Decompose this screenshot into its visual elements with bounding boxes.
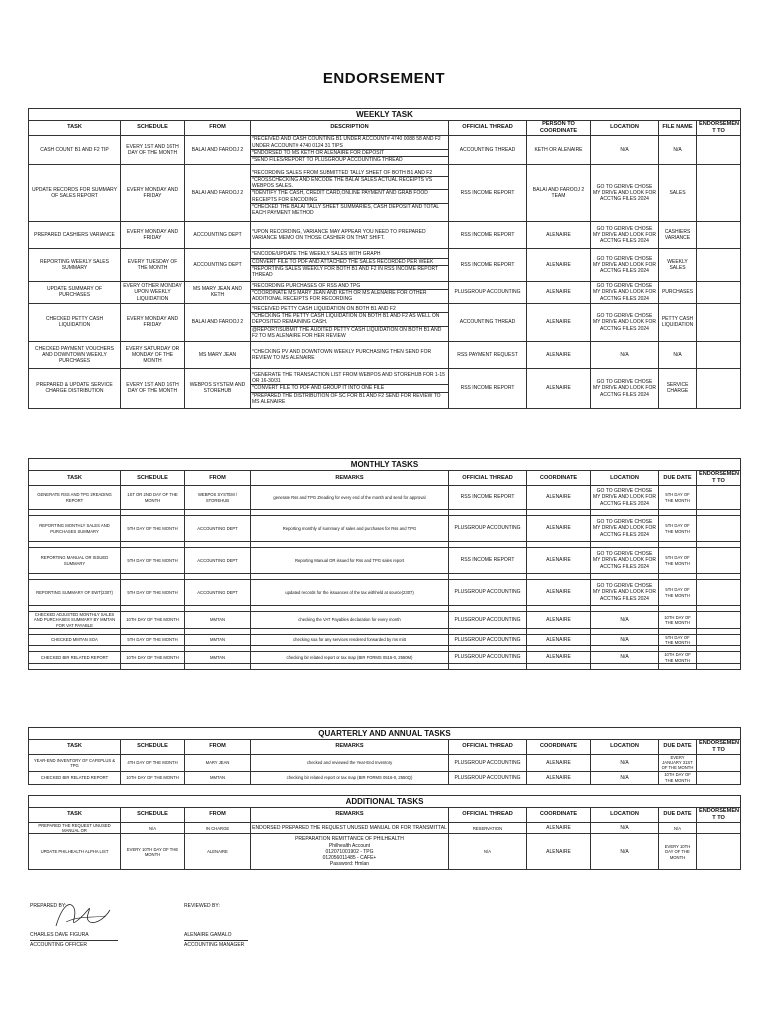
column-header: TASK	[29, 471, 121, 486]
schedule-cell: 10TH DAY OF THE MONTH	[121, 652, 185, 664]
task-cell: PREPARED & UPDATE SERVICE CHARGE DISTRIBUTION	[29, 368, 121, 408]
task-cell: REPORTING MONTHLY SALES AND PURCHASES SUMMARY	[29, 516, 121, 542]
coordinate-cell: ALENAIRE	[527, 516, 591, 542]
due-date-cell: 10TH DAY OF THE MONTH	[659, 652, 697, 664]
column-header: SCHEDULE	[121, 808, 185, 823]
thread-cell: PLUSGROUP ACCOUNTING	[449, 580, 527, 606]
endorsement-cell	[697, 822, 741, 834]
from-cell: WEBPOS SYSTEM / STOREHUB	[185, 486, 251, 510]
table-row	[29, 634, 741, 646]
coordinate-cell: ALENAIRE	[527, 248, 591, 281]
spacer-cell	[591, 663, 659, 669]
coordinate-cell: ALENAIRE	[527, 754, 591, 771]
remarks-cell-line: 012056011485 - CAFE+	[322, 855, 377, 862]
spacer-cell	[251, 663, 449, 669]
coordinate-cell: ALENAIRE	[527, 548, 591, 574]
location-cell: N/A	[591, 771, 659, 784]
due-date-cell: EVERY JANUARY 31ST OF THE MONTH	[659, 754, 697, 771]
location-cell: GO TO GDRIVE CHOSE MY DRIVE AND LOOK FOR ACCTNG FILES 2024	[591, 221, 659, 248]
description-cell-line: *UPON RECORDING, VARIANCE MAY APPEAR YOU NEED TO PREPARED VARIANCE MEMO ON THOSE CASHIER ON THAT SHIFT.	[252, 228, 426, 241]
endorsement-cell	[697, 516, 741, 542]
column-header: LOCATION	[591, 471, 659, 486]
description-cell	[251, 221, 449, 248]
due-date-cell: N/A	[659, 822, 697, 834]
column-header: OFFICIAL THREAD	[449, 808, 527, 823]
file-name-cell: SERVICE CHARGE	[659, 368, 697, 408]
due-date-cell: 5TH DAY OF THE MONTH	[659, 548, 697, 574]
thread-cell: ACCOUNTING THREAD	[449, 303, 527, 341]
due-date-cell: EVERY 10TH DAY OF THE MONTH	[659, 834, 697, 870]
from-cell: ACCOUNTING DEPT	[185, 248, 251, 281]
description-cell	[251, 368, 449, 408]
schedule-cell: N/A	[121, 822, 185, 834]
file-name-cell: CASHIERS VARIANCE	[659, 221, 697, 248]
description-cell-line: *SEND FILES/REPORT TO PLUSGROUP ACCOUNTING THREAD	[252, 157, 403, 164]
column-header: REMARKS	[251, 808, 449, 823]
column-header: OFFICIAL THREAD	[449, 121, 527, 136]
endorsement-cell	[697, 754, 741, 771]
task-cell: CHECKED BIR RELATED REPORT	[29, 771, 121, 784]
coordinate-cell: KETH OR ALENAIRE	[527, 135, 591, 164]
thread-cell: PLUSGROUP ACCOUNTING	[449, 754, 527, 771]
remarks-cell-line: Philhealth Account	[328, 842, 371, 849]
coordinate-cell: ALENAIRE	[527, 341, 591, 368]
task-cell: CHECKED PAYMENT VOUCHERS AND DOWNTOWN WEEKLY PURCHASES	[29, 341, 121, 368]
schedule-cell: EVERY 1ST AND 16TH DAY OF THE MONTH	[121, 135, 185, 164]
quarterly-task-table	[28, 727, 741, 785]
coordinate-cell: ALENAIRE	[527, 303, 591, 341]
table-row	[29, 548, 741, 574]
task-cell: PREPARED CASHIERS VARIANCE	[29, 221, 121, 248]
schedule-cell: 5TH DAY OF THE MONTH	[121, 580, 185, 606]
table-row	[29, 486, 741, 510]
schedule-cell: EVERY 1ST AND 16TH DAY OF THE MONTH	[121, 368, 185, 408]
from-cell: BALAI AND FAROOJ 2	[185, 303, 251, 341]
from-cell: MARY JEAN	[185, 754, 251, 771]
task-cell: CHECKED BIR RELATED REPORT	[29, 652, 121, 664]
location-cell: GO TO GDRIVE CHOSE MY DRIVE AND LOOK FOR ACCTNG FILES 2024	[591, 303, 659, 341]
thread-cell: RSS INCOME REPORT	[449, 368, 527, 408]
thread-cell: RESERVATION	[449, 822, 527, 834]
location-cell: N/A	[591, 612, 659, 629]
location-cell: GO TO GDRIVE CHOSE MY DRIVE AND LOOK FOR ACCTNG FILES 2024	[591, 486, 659, 510]
prepared-title: ACCOUNTING OFFICER	[30, 942, 87, 948]
column-header: OFFICIAL THREAD	[449, 740, 527, 755]
endorsement-cell	[697, 580, 741, 606]
coordinate-cell: ALENAIRE	[527, 368, 591, 408]
location-cell: GO TO GDRIVE CHOSE MY DRIVE AND LOOK FOR ACCTNG FILES 2024	[591, 281, 659, 303]
remarks-cell	[251, 834, 449, 870]
column-header: OFFICIAL THREAD	[449, 471, 527, 486]
from-cell: ACCOUNTING DEPT	[185, 221, 251, 248]
location-cell: N/A	[591, 341, 659, 368]
schedule-cell: EVERY MONDAY AND FRIDAY	[121, 221, 185, 248]
from-cell: BALAI AND FAROOJ 2	[185, 164, 251, 221]
schedule-cell: EVERY MONDAY AND FRIDAY	[121, 164, 185, 221]
column-header: COORDINATE	[527, 471, 591, 486]
column-header: FROM	[185, 740, 251, 755]
signature-scribble	[48, 896, 118, 932]
table-row	[29, 652, 741, 664]
prepared-name: CHARLES DAVE FIGURA	[30, 932, 89, 938]
column-header: TASK	[29, 740, 121, 755]
from-cell: MS MARY JEAN	[185, 341, 251, 368]
task-cell: GENERATE RSS AND TPG 2READING REPORT	[29, 486, 121, 510]
description-cell	[251, 281, 449, 303]
from-cell: MMTAN	[185, 652, 251, 664]
description-cell	[251, 341, 449, 368]
location-cell: N/A	[591, 822, 659, 834]
from-cell: MS MARY JEAN AND KETH	[185, 281, 251, 303]
endorsement-cell	[697, 164, 741, 221]
remarks-cell: Reporting Manual OR issued for Rss and TPG sales report	[251, 548, 449, 574]
location-cell: GO TO GDRIVE CHOSE MY DRIVE AND LOOK FOR ACCTNG FILES 2024	[591, 248, 659, 281]
remarks-cell: generate Rss and TPG Zreading for every end of the month and send for approval	[251, 486, 449, 510]
reviewed-name: ALENAIRE GAMALO	[184, 932, 232, 938]
weekly-task-table	[28, 108, 741, 409]
schedule-cell: EVERY OTHER MONDAY UPON WEEKLY LIQUIDATION	[121, 281, 185, 303]
schedule-cell: EVERY TUESDAY OF THE MONTH	[121, 248, 185, 281]
reviewed-by-label: REVIEWED BY:	[184, 903, 220, 909]
coordinate-cell: ALENAIRE	[527, 652, 591, 664]
remarks-cell: updated records for the issuances of the tax withheld at source(2307)	[251, 580, 449, 606]
file-name-cell: PETTY CASH LIQUIDATION	[659, 303, 697, 341]
column-header: ENDORSEMEN T TO	[697, 808, 741, 823]
table-row	[29, 771, 741, 784]
table-row	[29, 822, 741, 834]
quarterly-section-title: QUARTERLY AND ANNUAL TASKS	[29, 728, 741, 740]
description-cell-line: *GENERATE THE TRANSACTION LIST FROM WEBPOS AND STOREHUB FOR 1-15 OR 16-30/31	[251, 372, 448, 386]
thread-cell: N/A	[449, 834, 527, 870]
from-cell: ALENAIRE	[185, 834, 251, 870]
description-cell-line: *CROSSCHECKING AND ENCODE THE BALAI SALES ACTUAL RECEIPTS VS WEBPOS SALES.	[251, 177, 448, 191]
schedule-cell: 5TH DAY OF THE MONTH	[121, 516, 185, 542]
table-row	[29, 834, 741, 870]
description-cell	[251, 164, 449, 221]
task-cell: UPDATE RECORDS FOR SUMMARY OF SALES REPORT	[29, 164, 121, 221]
task-cell: UPDATE SUMMARY OF PURCHASES	[29, 281, 121, 303]
endorsement-cell	[697, 612, 741, 629]
endorsement-cell	[697, 486, 741, 510]
location-cell: GO TO GDRIVE CHOSE MY DRIVE AND LOOK FOR ACCTNG FILES 2024	[591, 164, 659, 221]
table-row	[29, 248, 741, 281]
task-cell: REPORTING SUMMARY OF EWT(2307)	[29, 580, 121, 606]
thread-cell: PLUSGROUP ACCOUNTING	[449, 612, 527, 629]
from-cell: MMTAN	[185, 634, 251, 646]
description-cell-line: *RECORDING SALES FROM SUBMITTED TALLY SHEET OF BOTH B1 AND F2	[251, 170, 448, 177]
description-cell-line: *REPORTING SALES WEEKLY FOR BOTH B1 AND F2 IN RSS INCOME REPORT THREAD	[252, 265, 438, 279]
description-cell-line: *RECEIVED PETTY CASH LIQUIDATION ON BOTH B1 AND F2	[251, 306, 448, 313]
column-header: LOCATION	[591, 740, 659, 755]
endorsement-cell	[697, 634, 741, 646]
table-row	[29, 368, 741, 408]
remarks-cell: checking bir related report or tax map (BIR FORMS 0516-0, 2550Q)	[251, 771, 449, 784]
due-date-cell: 10TH DAY OF THE MONTH	[659, 771, 697, 784]
table-row	[29, 341, 741, 368]
schedule-cell: 4TH DAY OF THE MONTH	[121, 754, 185, 771]
endorsement-cell	[697, 341, 741, 368]
thread-cell: RSS INCOME REPORT	[449, 221, 527, 248]
column-header: DESCRIPTION	[251, 121, 449, 136]
coordinate-cell: ALENAIRE	[527, 634, 591, 646]
coordinate-cell: ALENAIRE	[527, 281, 591, 303]
due-date-cell: 5TH DAY OF THE MONTH	[659, 486, 697, 510]
thread-cell: RSS INCOME REPORT	[449, 486, 527, 510]
schedule-cell: EVERY 10TH DAY OF THE MONTH	[121, 834, 185, 870]
file-name-cell: WEEKLY SALES	[659, 248, 697, 281]
location-cell: N/A	[591, 634, 659, 646]
thread-cell: RSS INCOME REPORT	[449, 164, 527, 221]
description-cell-line: *RECORDING PURCHASES OF RSS AND TPG	[251, 283, 448, 290]
endorsement-cell	[697, 834, 741, 870]
coordinate-cell: ALENAIRE	[527, 221, 591, 248]
coordinate-cell: ALENAIRE	[527, 580, 591, 606]
thread-cell: PLUSGROUP ACCOUNTING	[449, 634, 527, 646]
column-header: SCHEDULE	[121, 471, 185, 486]
thread-cell: PLUSGROUP ACCOUNTING	[449, 281, 527, 303]
column-header: LOCATION	[591, 121, 659, 136]
due-date-cell: 5TH DAY OF THE MONTH	[659, 634, 697, 646]
from-cell: ACCOUNTING DEPT	[185, 580, 251, 606]
description-cell-line: *CHECKING THE PETTY CASH LIQUIDATION ON BOTH B1 AND F2 AS WELL ON DEPOSITED REMAINING CASH.	[251, 313, 448, 327]
table-row	[29, 580, 741, 606]
column-header: DUE DATE	[659, 471, 697, 486]
schedule-cell: 10TH DAY OF THE MONTH	[121, 612, 185, 629]
endorsement-cell	[697, 221, 741, 248]
column-header: ENDORSEMEN T TO	[697, 740, 741, 755]
reviewed-title: ACCOUNTING MANAGER	[184, 942, 245, 948]
task-cell: CASH COUNT B1 AND F2 TIP	[29, 135, 121, 164]
table-row	[29, 516, 741, 542]
spacer-cell	[659, 663, 697, 669]
description-cell-line: *IDENTIFY THE CASH, CREDIT CARD,ONLINE PAYMENT AND GRAB FOOD RECEIPTS FOR ENCODING	[251, 190, 448, 204]
column-header: REMARKS	[251, 740, 449, 755]
thread-cell: RSS INCOME REPORT	[449, 548, 527, 574]
from-cell: ACCOUNTING DEPT	[185, 548, 251, 574]
location-cell: GO TO GDRIVE CHOSE MY DRIVE AND LOOK FOR ACCTNG FILES 2024	[591, 368, 659, 408]
description-cell-line: CONVERT FILE TO PDF AND ATTACHED THE SALES RECORDED PER WEEK	[251, 259, 448, 266]
additional-task-table	[28, 795, 741, 870]
description-cell-line: *ENCODE/UPDATE THE WEEKLY SALES WITH GRAPH	[251, 251, 448, 258]
thread-cell: PLUSGROUP ACCOUNTING	[449, 771, 527, 784]
remarks-cell: checking the VAT Payables declaration for every month	[251, 612, 449, 629]
column-header: ENDORSEMEN T TO	[697, 471, 741, 486]
remarks-cell: Reporting monthly of summary of sales and purchases for Rss and TPG	[251, 516, 449, 542]
table-row	[29, 612, 741, 629]
description-cell-line: *COORDINATE MS MARY JEAN AND KETH OR MS ALENAIRE FOR OTHER ADDITIONAL RECEIPTS FOR RECORDING	[252, 289, 427, 303]
remarks-cell: checking soa for any services rendered forwarded by ms mitt	[251, 634, 449, 646]
from-cell: MMTAN	[185, 612, 251, 629]
coordinate-cell: ALENAIRE	[527, 612, 591, 629]
column-header: DUE DATE	[659, 808, 697, 823]
spacer-cell	[527, 663, 591, 669]
from-cell: ACCOUNTING DEPT	[185, 516, 251, 542]
spacer-cell	[697, 663, 741, 669]
endorsement-cell	[697, 548, 741, 574]
coordinate-cell: ALENAIRE	[527, 834, 591, 870]
file-name-cell: PURCHASES	[659, 281, 697, 303]
schedule-cell: EVERY SATURDAY OR MONDAY OF THE MONTH	[121, 341, 185, 368]
due-date-cell: 5TH DAY OF THE MONTH	[659, 516, 697, 542]
spacer-row	[29, 663, 741, 669]
endorsement-cell	[697, 368, 741, 408]
column-header: FROM	[185, 471, 251, 486]
spacer-cell	[185, 663, 251, 669]
table-row	[29, 281, 741, 303]
column-header: ENDORSEMEN T TO	[697, 121, 741, 136]
description-cell-line: *CHECKED THE BALAI TALLY SHEET SUMMARIES, CASH DEPOSIT AND TOTAL EACH PAYMENT METHOD	[252, 203, 439, 217]
remarks-cell: checked and reviewed the Year-End Inventory	[251, 754, 449, 771]
thread-cell: ACCOUNTING THREAD	[449, 135, 527, 164]
from-cell: IN CHARGE	[185, 822, 251, 834]
table-row	[29, 164, 741, 221]
endorsement-cell	[697, 248, 741, 281]
thread-cell: RSS PAYMENT REQUEST	[449, 341, 527, 368]
schedule-cell: 1ST OR 2ND DAY OF THE MONTH	[121, 486, 185, 510]
monthly-section-title: MONTHLY TASKS	[29, 459, 741, 471]
endorsement-cell	[697, 135, 741, 164]
task-cell: PREPARED THE REQUEST UNUSED MANUAL OR	[29, 822, 121, 834]
schedule-cell: 5TH DAY OF THE MONTH	[121, 634, 185, 646]
table-row	[29, 303, 741, 341]
monthly-task-table	[28, 458, 741, 670]
due-date-cell: 5TH DAY OF THE MONTH	[659, 580, 697, 606]
remarks-cell-line: PREPARATION REMITTANCE OF PHILHEALTH	[295, 836, 404, 843]
due-date-cell: 10TH DAY OF THE MONTH	[659, 612, 697, 629]
remarks-cell-line: Password: Hmlan	[329, 861, 370, 868]
endorsement-cell	[697, 652, 741, 664]
task-cell: REPORTING MANUAL OR ISSUED SUMMARY	[29, 548, 121, 574]
column-header: FILE NAME	[659, 121, 697, 136]
location-cell: N/A	[591, 754, 659, 771]
description-cell-line: *PREPARED THE DISTRIBUTION OF SC FOR B1 AND F2 SEND FOR REVIEW TO MS ALENAIRE	[252, 392, 441, 405]
schedule-cell: EVERY MONDAY AND FRIDAY	[121, 303, 185, 341]
column-header: TASK	[29, 121, 121, 136]
prepared-signature-line	[30, 940, 118, 941]
task-cell: YEAR-END INVENTORY OF CAFEPLUS & TPG	[29, 754, 121, 771]
column-header: SCHEDULE	[121, 740, 185, 755]
task-cell: REPORTING WEEKLY SALES SUMMARY	[29, 248, 121, 281]
prepared-by-label: PREPARED BY:	[30, 903, 67, 909]
description-cell-line: @REPORT/SUBMIT THE AUDITED PETTY CASH LIQUIDATION ON BOTH B1 AND F2 TO MS ALENAIRE FOR HER REVIEW	[252, 326, 442, 339]
from-cell: MMTAN	[185, 771, 251, 784]
coordinate-cell: ALENAIRE	[527, 486, 591, 510]
schedule-cell: 5TH DAY OF THE MONTH	[121, 548, 185, 574]
remarks-cell	[251, 822, 449, 834]
location-cell: N/A	[591, 652, 659, 664]
column-header: FROM	[185, 808, 251, 823]
column-header: PERSON TO COORDINATE	[527, 121, 591, 136]
from-cell: BALAI AND FAROOJ 2	[185, 135, 251, 164]
description-cell	[251, 303, 449, 341]
task-cell: UPDATE PHILHEALTH ALPHA LIST	[29, 834, 121, 870]
column-header: SCHEDULE	[121, 121, 185, 136]
table-row	[29, 221, 741, 248]
remarks-cell: checking bir related report or tax map (BIR FORMS 0516-0, 2550M)	[251, 652, 449, 664]
task-cell: CHECKED PETTY CASH LIQUIDATION	[29, 303, 121, 341]
file-name-cell: SALES	[659, 164, 697, 221]
endorsement-cell	[697, 771, 741, 784]
table-row	[29, 135, 741, 164]
table-row	[29, 754, 741, 771]
remarks-cell-line: 012071001902 - TPG	[325, 848, 374, 855]
column-header: FROM	[185, 121, 251, 136]
column-header: DUE DATE	[659, 740, 697, 755]
coordinate-cell: ALENAIRE	[527, 822, 591, 834]
spacer-cell	[121, 663, 185, 669]
reviewed-signature-line	[184, 940, 248, 941]
column-header: REMARKS	[251, 471, 449, 486]
column-header: TASK	[29, 808, 121, 823]
description-cell	[251, 135, 449, 164]
column-header: COORDINATE	[527, 740, 591, 755]
description-cell-line: *CONVERT FILE TO PDF AND GROUP IT INTO ONE FILE	[251, 385, 448, 392]
endorsement-cell	[697, 303, 741, 341]
remarks-cell-line: ENDORSED PREPARED THE REQUEST UNUSED MANUAL OR FOR TRANSMITTAL	[252, 825, 447, 832]
spacer-cell	[449, 663, 527, 669]
additional-section-title: ADDITIONAL TASKS	[29, 796, 741, 808]
location-cell: N/A	[591, 135, 659, 164]
location-cell: N/A	[591, 834, 659, 870]
task-cell: CHECKED ADJUSTED MONTHLY SALES AND PURCHASES SUMMARY BY MMTAN FOR VAT PAYABLE	[29, 612, 121, 629]
endorsement-cell	[697, 281, 741, 303]
description-cell-line: *RECEIVED AND CASH COUNTING B1 UNDER ACCOUNT# 4740 0088 58 AND F2 UNDER ACCOUNT# 4740 0124 31 TIPS	[251, 136, 448, 150]
coordinate-cell: BALAI AND FAROOJ 2 TEAM	[527, 164, 591, 221]
weekly-section-title: WEEKLY TASK	[29, 109, 741, 121]
spacer-cell	[29, 663, 121, 669]
location-cell: GO TO GDRIVE CHOSE MY DRIVE AND LOOK FOR ACCTNG FILES 2024	[591, 580, 659, 606]
column-header: LOCATION	[591, 808, 659, 823]
thread-cell: RSS INCOME REPORT	[449, 248, 527, 281]
description-cell-line: *ENDORSED TO MS KETH OR ALENAIRE FOR DEPOSIT	[251, 150, 448, 157]
task-cell: CHECKED MMTAN SOA	[29, 634, 121, 646]
description-cell	[251, 248, 449, 281]
column-header: COORDINATE	[527, 808, 591, 823]
schedule-cell: 10TH DAY OF THE MONTH	[121, 771, 185, 784]
description-cell-line: *CHECKING PV AND DOWNTOWN WEEKLY PURCHASING THEN SEND FOR REVIEW TO MS ALENAIRE	[252, 348, 432, 361]
page-title: ENDORSEMENT	[322, 70, 446, 87]
file-name-cell: N/A	[659, 341, 697, 368]
from-cell: WEBPOS SYSTEM AND STOREHUB	[185, 368, 251, 408]
thread-cell: PLUSGROUP ACCOUNTING	[449, 516, 527, 542]
thread-cell: PLUSGROUP ACCOUNTING	[449, 652, 527, 664]
file-name-cell: N/A	[659, 135, 697, 164]
location-cell: GO TO GDRIVE CHOSE MY DRIVE AND LOOK FOR ACCTNG FILES 2024	[591, 548, 659, 574]
location-cell: GO TO GDRIVE CHOSE MY DRIVE AND LOOK FOR ACCTNG FILES 2024	[591, 516, 659, 542]
coordinate-cell: ALENAIRE	[527, 771, 591, 784]
